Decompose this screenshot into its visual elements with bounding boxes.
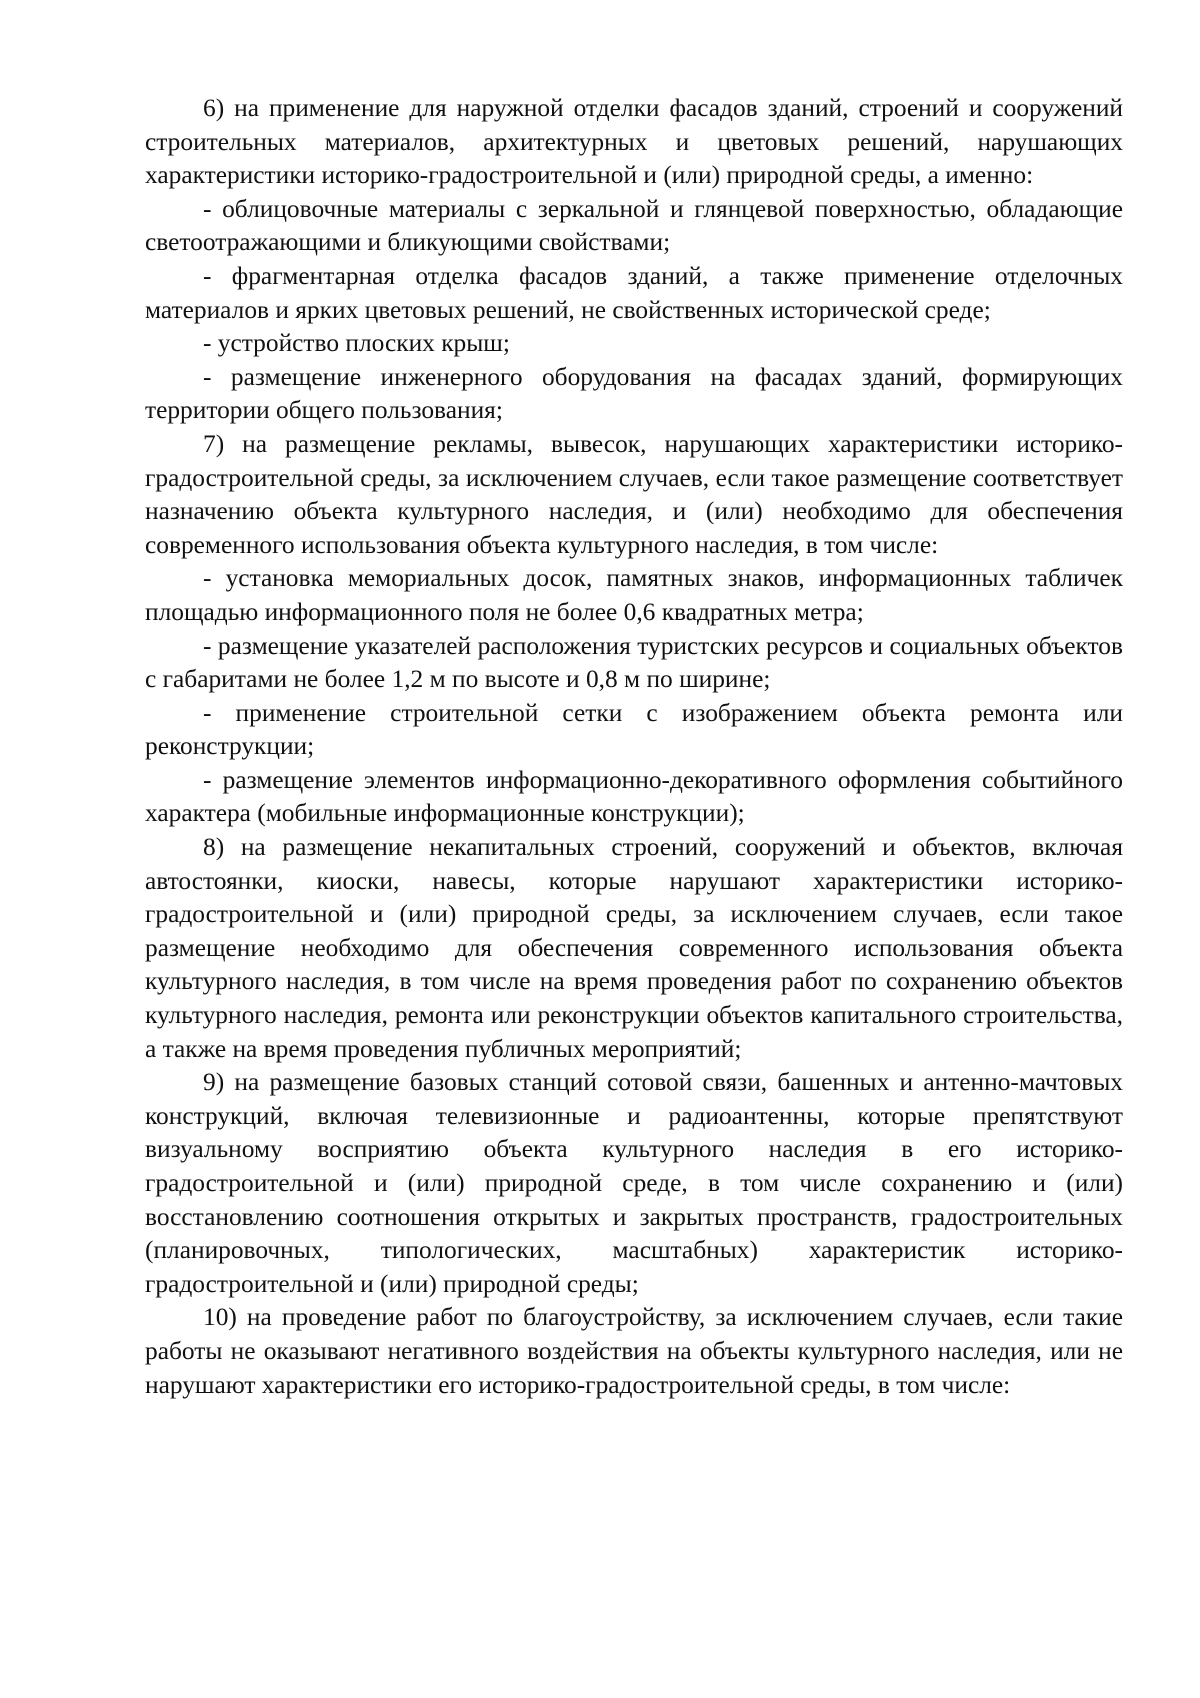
paragraph-bullet-flat-roofs: - устройство плоских крыш;: [203, 329, 510, 358]
paragraph-bullet-event-decorations: - размещение элементов информационно-декоративного оформления событийного характера (мобильные информационные конструкции);: [145, 765, 1123, 828]
paragraph-bullet-engineering-equipment: - размещение инженерного оборудования на фасадах зданий, формирующих территории общего пользования;: [145, 362, 1123, 425]
paragraph-bullet-fragmentary-finish: - фрагментарная отделка фасадов зданий, а также применение отделочных материалов и ярких цветовых решений, не свойственных исторической среде;: [145, 261, 1123, 324]
document-page: [145, 92, 1123, 1402]
paragraph-item-8: 8) на размещение некапитальных строений, сооружений и объектов, включая автостоянки, киоски, навесы, которые нарушают характеристики историко-градостроительной и (или) природной среды, за исключением случаев, если такое размещение необходимо для обеспечения современного использования объекта культурного наследия, в том числе на время проведения работ по сохранению объектов культурного наследия, ремонта или реконструкции объектов капитального строительства, а также на время проведения публичных мероприятий;: [145, 833, 1123, 1063]
paragraph-bullet-tourist-signs: - размещение указателей расположения туристских ресурсов и социальных объектов с габаритами не более 1,2 м по высоте и 0,8 м по ширине;: [145, 631, 1123, 694]
paragraph-bullet-mirror-cladding: - облицовочные материалы с зеркальной и глянцевой поверхностью, обладающие светоотражающими и бликующими свойствами;: [145, 194, 1123, 257]
paragraph-item-9: 9) на размещение базовых станций сотовой связи, башенных и антенно-мачтовых конструкций, включая телевизионные и радиоантенны, которые препятствуют визуальному восприятию объекта культурного наследия в его историко-градостроительной и (или) природной среде, в том числе сохранению и (или) восстановлению соотношения открытых и закрытых пространств, градостроительных (планировочных, типологических, масштабных) характеристик историко-градостроительной и (или) природной среды;: [145, 1068, 1123, 1298]
paragraph-bullet-memorial-plaques: - установка мемориальных досок, памятных знаков, информационных табличек площадью информационного поля не более 0,6 квадратных метра;: [145, 564, 1123, 626]
paragraph-item-6: 6) на применение для наружной отделки фасадов зданий, строений и сооружений строительных материалов, архитектурных и цветовых решений, нарушающих характеристики историко-градостроительной и (или) природной среды, а именно:: [145, 94, 1123, 190]
paragraph-bullet-construction-mesh: - применение строительной сетки с изображением объекта ремонта или реконструкции;: [145, 698, 1123, 761]
paragraph-item-7: 7) на размещение рекламы, вывесок, нарушающих характеристики историко-градостроительной среды, за исключением случаев, если такое размещение соответствует назначению объекта культурного наследия, и (или) необходимо для обеспечения современного использования объекта культурного наследия, в том числе:: [145, 429, 1123, 559]
paragraph-item-10: 10) на проведение работ по благоустройству, за исключением случаев, если такие работы не оказывают негативного воздействия на объекты культурного наследия, или не нарушают характеристики его историко-градостроительной среды, в том числе:: [145, 1303, 1123, 1399]
